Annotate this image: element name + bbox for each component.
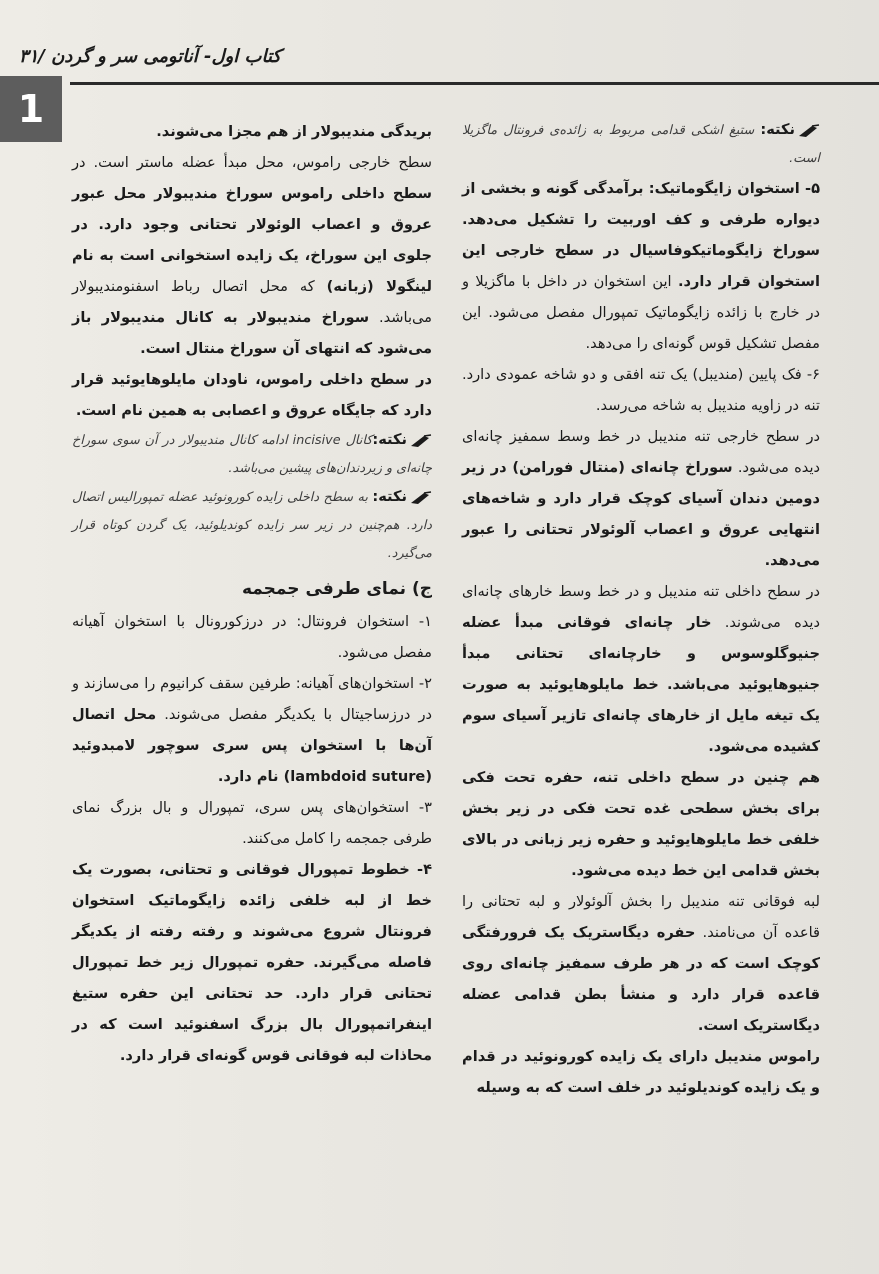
paragraph-mental-foramen xyxy=(462,421,820,576)
paragraph-temporal-lines xyxy=(72,854,432,1071)
text-run: ۲- استخوان‌های آهیانه: طرفین سقف کرانیوم را می‌سازند و در درزساجیتال با یکدیگر مفصل می‌شوند. xyxy=(72,675,432,723)
paragraph-zygomatic xyxy=(462,173,820,359)
text-run: سطح خارجی راموس، محل مبدأ عضله ماستر است. در xyxy=(72,154,432,171)
text-run: که محل اتصال رباط اسفنومندیبولار می‌باشد. xyxy=(72,278,432,326)
text-run: محل اتصال آن‌ها با استخوان پس سری سوچور لامبدوئید (lambdoid suture) نام دارد. xyxy=(72,706,432,785)
section-heading: ج) نمای طرفی جمجمه xyxy=(241,579,432,599)
pen-icon xyxy=(410,491,432,505)
note-label: نکته: xyxy=(372,431,407,448)
text-run: حفره دیگاستریک یک فرورفتگی کوچک است که در هر طرف سمفیز چانه‌ای روی قاعده قرار دارد و منشأ بطن قدامی عضله دیگاستریک است. xyxy=(462,924,820,1034)
text-run: در سطح داخلی تنه مندیبل و در خط وسط خارهای چانه‌ای دیده می‌شوند. xyxy=(462,583,820,631)
text-run: در سطح خارجی تنه مندیبل در خط وسط سمفیز چانه‌ای دیده می‌شود. xyxy=(462,428,821,476)
left-column xyxy=(72,116,432,1071)
paragraph-genial-spines xyxy=(462,576,820,762)
paragraph-occipital: ۳- استخوان‌های پس سری، تمپورال و بال بزرگ نمای طرفی جمجمه را کامل می‌کنند. xyxy=(72,799,432,847)
text-run: سوراخ چانه‌ای (منتال فورامن) در زیر دومین دندان آسیای کوچک قرار دارد و شاخه‌های انتهایی عروق و اعصاب آلوئولار تحتانی را عبور می‌دهد. xyxy=(462,459,820,569)
text-run: سطح داخلی راموس سوراخ مندیبولار محل عبور عروق و اعصاب الوئولار تحتانی وجود دارد. در جلوی این سوراخ، یک زایده استخوانی است به نام لینگولا (زبانه) xyxy=(72,185,432,295)
text-run: خار چانه‌ای فوقانی مبدأ عضله جنیوگلوسوس و خارچانه‌ای تحتانی مبدأ جنیوهایوئید می‌باشد. خط مایلوهایوئید به صورت یک تیغه مایل از خارهای چانه‌ای تازیر آسیای سوم کشیده می‌شود. xyxy=(462,614,820,755)
text-run: لبه فوقانی تنه مندیبل را بخش آلوئولار و لبه تحتانی را قاعده آن می‌نامند. xyxy=(462,893,821,941)
text-run: ۴- خطوط تمپورال فوقانی و تحتانی، بصورت یک خط از لبه خلفی زائده زایگوماتیک استخوان فرونتال شروع می‌شوند و رفته رفته از یکدیگر فاصله می‌گیرند. xyxy=(72,861,432,971)
text-run: سوراخ زایگوماتیکوفاسیال در سطح خارجی این استخوان قرار دارد. xyxy=(462,242,821,290)
note-label: نکته: xyxy=(760,121,795,138)
text-run: این استخوان در داخل با ماگزیلا و در خارج با زائده زایگوماتیک تمپورال مفصل می‌شود. این مفصل تشکیل قوس گونه‌ای را می‌دهد. xyxy=(462,273,820,352)
paragraph-digastric xyxy=(462,886,820,1041)
paragraph-notch: بریدگی مندیبولار از هم مجزا می‌شوند. xyxy=(156,123,432,140)
note-1 xyxy=(462,116,820,173)
note-text: به سطح داخلی زایده کورونوئید عضله تمپورالیس اتصال دارد. هم‌چنین در زیر سر زایده کوندیلوئید، یک گردن کوتاه قرار می‌گیرد. xyxy=(72,490,432,561)
text-run: ۵- استخوان زایگوماتیک: برآمدگی گونه و بخشی از دیواره طرفی و کف اوربیت را تشکیل می‌دهد. xyxy=(462,180,820,228)
paragraph-mandible: ۶- فک پایین (مندیبل) یک تنه افقی و دو شاخه عمودی دارد. تنه در زاویه مندیبل به شاخه می‌رسد. xyxy=(462,366,820,414)
paragraph-parietal xyxy=(72,668,432,792)
paragraph-ramus: راموس مندیبل دارای یک زایده کورونوئید در قدام و یک زایده کوندیلوئید در خلف است که به وسیله xyxy=(462,1048,820,1096)
text-run: حفره تمپورال زیر خط تمپورال تحتانی قرار دارد. حد تحتانی این حفره ستیغ اینفراتمپورال بال بزرگ اسفنوئید است که در محاذات لبه فوقانی قوس گونه‌ای قرار دارد. xyxy=(72,954,432,1064)
right-column xyxy=(462,116,820,1103)
chapter-tab: 1 xyxy=(0,76,62,142)
paragraph-fossae: هم چنین در سطح داخلی تنه، حفره تحت فکی برای بخش سطحی غده تحت فکی در زیر بخش خلفی خط مایلوهایوئید و حفره زیر زبانی در بالای بخش قدامی این خط دیده می‌شود. xyxy=(462,769,820,879)
pen-icon xyxy=(798,124,820,138)
note-text: ستیغ اشکی قدامی مربوط به زائده‌ی فرونتال ماگزیلا است. xyxy=(462,123,820,166)
note-2 xyxy=(72,426,432,483)
paragraph-ramus-surfaces xyxy=(72,147,432,364)
note-3 xyxy=(72,483,432,568)
pen-icon xyxy=(410,434,432,448)
note-label: نکته: xyxy=(372,488,407,505)
text-run: سوراخ مندیبولار به کانال مندیبولار باز می‌شود که انتهای آن سوراخ منتال است. xyxy=(72,309,432,357)
paragraph-mylohyoid-groove: در سطح داخلی راموس، ناودان مایلوهایوئید قرار دارد که جایگاه عروق و اعصابی به همین نام است. xyxy=(72,371,432,419)
note-text: کانال incisive ادامه کانال مندیبولار در آن سوی سوراخ چانه‌ای و زیردندان‌های پیشین می‌باشد. xyxy=(72,433,432,476)
running-header: کتاب اول- آناتومی سر و گردن /۳۱ xyxy=(18,46,281,67)
paragraph-frontal: ۱- استخوان فرونتال: در درزکورونال با استخوان آهیانه مفصل می‌شود. xyxy=(72,613,432,661)
header-rule xyxy=(70,82,879,85)
